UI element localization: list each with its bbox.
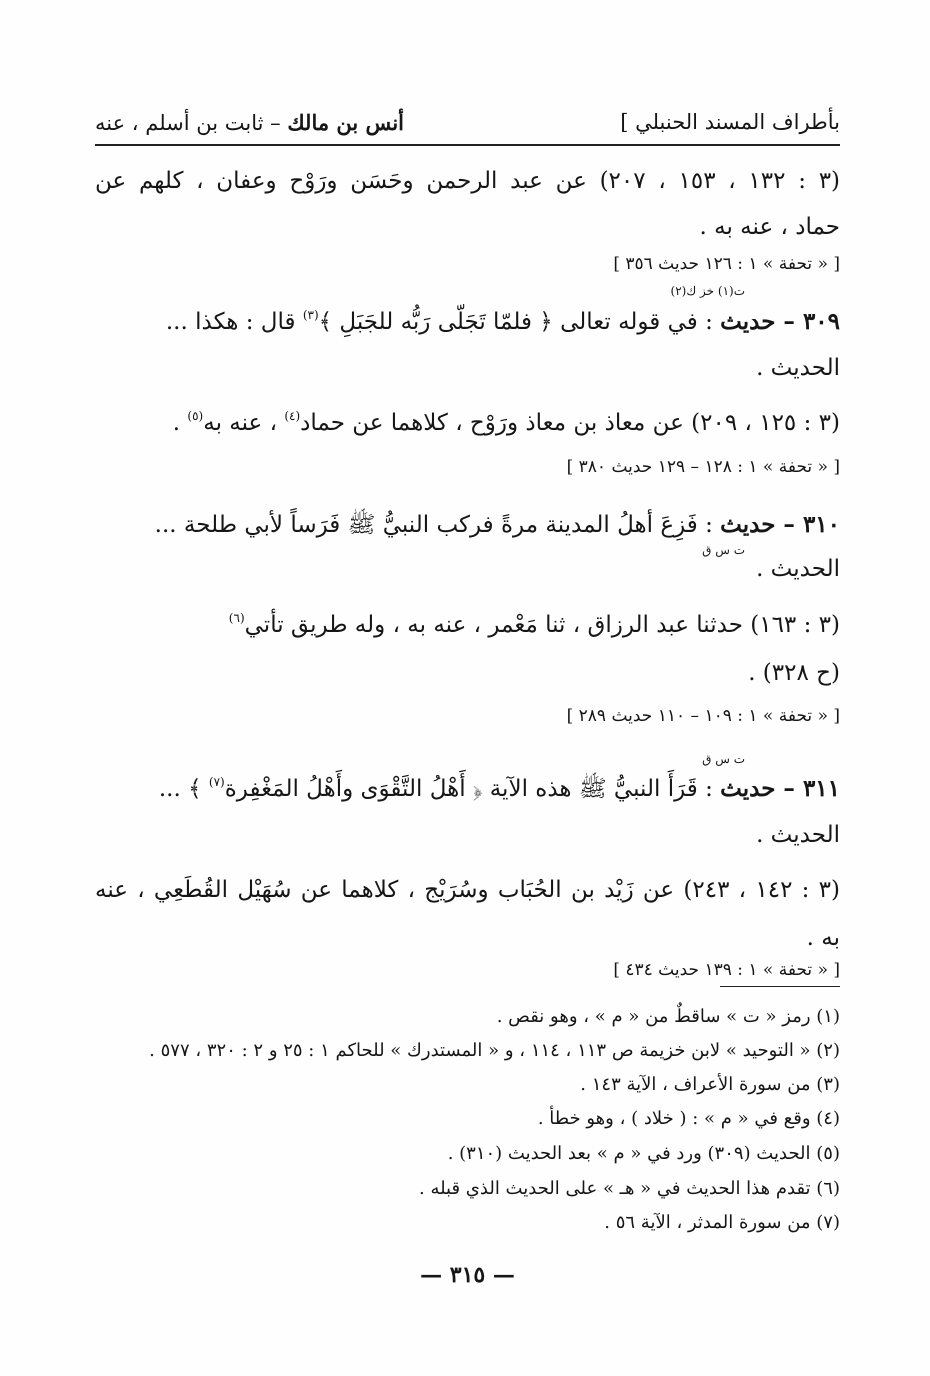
siglum-marks: ت س ق: [702, 752, 745, 766]
text-line: الحديث .: [756, 355, 840, 381]
header-chapter: [95, 110, 404, 135]
footnote-ref: (٤): [284, 409, 301, 423]
footnote: (٦) تقدم هذا الحديث في « هـ » على الحديث الذي قبله .: [419, 1178, 840, 1199]
footnote-ref: (٧): [208, 775, 225, 789]
hadith-number: ٣١١ – حديث: [720, 775, 840, 802]
footnote: (٥) الحديث (٣٠٩) ورد في « م » بعد الحديث (٣١٠) .: [447, 1143, 840, 1164]
hadith-heading-309: [95, 308, 840, 335]
text-line: (ح ٣٢٨) .: [748, 660, 840, 686]
tuhfa-reference: [ « تحفة » ١ : ١٠٩ – ١١٠ حديث ٢٨٩ ]: [566, 706, 840, 726]
hadith-heading-310: [95, 510, 840, 544]
hadith-text-tail: قال : هكذا ...: [165, 309, 303, 335]
hadith-number: ٣٠٩ – حديث: [720, 308, 840, 335]
footnote-ref: (٥): [187, 409, 204, 423]
running-header: [95, 100, 840, 146]
page-number: — ٣١٥ —: [420, 1262, 515, 1288]
text-line: به .: [806, 925, 840, 951]
text-line: [95, 612, 840, 638]
hadith-heading-311: [95, 774, 840, 808]
text-line: (٣ : ١٣٢ ، ١٥٣ ، ٢٠٧) عن عبد الرحمن وحَسَن ورَوْح وعفان ، كلهم عن: [95, 168, 841, 194]
hadith-text: : في قوله تعالى ﴿ فلمّا تَجَلّى رَبُّه للجَبَلِ ﴾: [318, 309, 721, 335]
text-segment: (٣ : ١٢٥ ، ٢٠٩) عن معاذ بن معاذ ورَوْح ، كلاهما عن حماد: [300, 410, 840, 436]
text-segment: (٣ : ١٦٣) حدثنا عبد الرزاق ، ثنا مَعْمر ، عنه به ، وله طريق تأتي: [244, 612, 840, 638]
hadith-text: : فَزِعَ أهلُ المدينة مرةً فركب النبيُّ ﷺ فَرَساً لأبي طلحة ...: [154, 512, 721, 538]
text-line: الحديث .: [756, 556, 840, 582]
text-segment: ، عنه به: [203, 410, 285, 436]
tuhfa-reference: [ « تحفة » ١ : ١٢٦ حديث ٣٥٦ ]: [613, 254, 840, 274]
footnote-divider: [720, 986, 840, 987]
header-chapter-name: أنس بن مالك: [287, 110, 405, 135]
hadith-text-tail: ﴾ ...: [158, 776, 209, 802]
text-line: [95, 410, 840, 436]
footnote: (٣) من سورة الأعراف ، الآية ١٤٣ .: [580, 1074, 840, 1095]
tuhfa-reference: [ « تحفة » ١ : ١٣٩ حديث ٤٣٤ ]: [613, 960, 840, 980]
book-page: [95, 0, 840, 1376]
text-line: (٣ : ١٤٢ ، ٢٤٣) عن زَيْد بن الحُبَاب وسُرَيْج ، كلاهما عن سُهَيْل القُطَعِي ، عنه: [95, 877, 841, 903]
siglum-marks: ت(١) خز ك(٢): [670, 284, 745, 298]
siglum-marks: ت س ق: [702, 543, 745, 557]
text-line: حماد ، عنه به .: [699, 214, 840, 240]
footnote-ref: (٦): [228, 611, 245, 625]
footnote: (٤) وقع في « م » : ( خلاد ) ، وهو خطأ .: [537, 1108, 840, 1129]
text-segment: .: [172, 410, 188, 436]
footnote: (٢) « التوحيد » لابن خزيمة ص ١١٣ ، ١١٤ ، و « المستدرك » للحاكم ١ : ٢٥ و ٢ : ٣٢٠ ، ٥٧٧ .: [149, 1040, 840, 1061]
header-chapter-rest: – ثابت بن أسلم ، عنه: [95, 111, 288, 135]
hadith-text: : قَرَأَ النبيُّ ﷺ هذه الآية ﴿ أَهْلُ التَّقْوَى وأَهْلُ المَغْفِرة: [224, 776, 721, 802]
hadith-number: ٣١٠ – حديث: [720, 511, 840, 538]
tuhfa-reference: [ « تحفة » ١ : ١٢٨ – ١٢٩ حديث ٣٨٠ ]: [566, 457, 840, 477]
text-line: الحديث .: [756, 822, 840, 848]
footnote: (١) رمز « ت » ساقطٌ من « م » ، وهو نقص .: [496, 1006, 840, 1027]
footnote-ref: (٣): [302, 308, 319, 322]
header-book-title: بأطراف المسند الحنبلي ]: [620, 110, 840, 134]
footnote: (٧) من سورة المدثر ، الآية ٥٦ .: [604, 1212, 840, 1233]
